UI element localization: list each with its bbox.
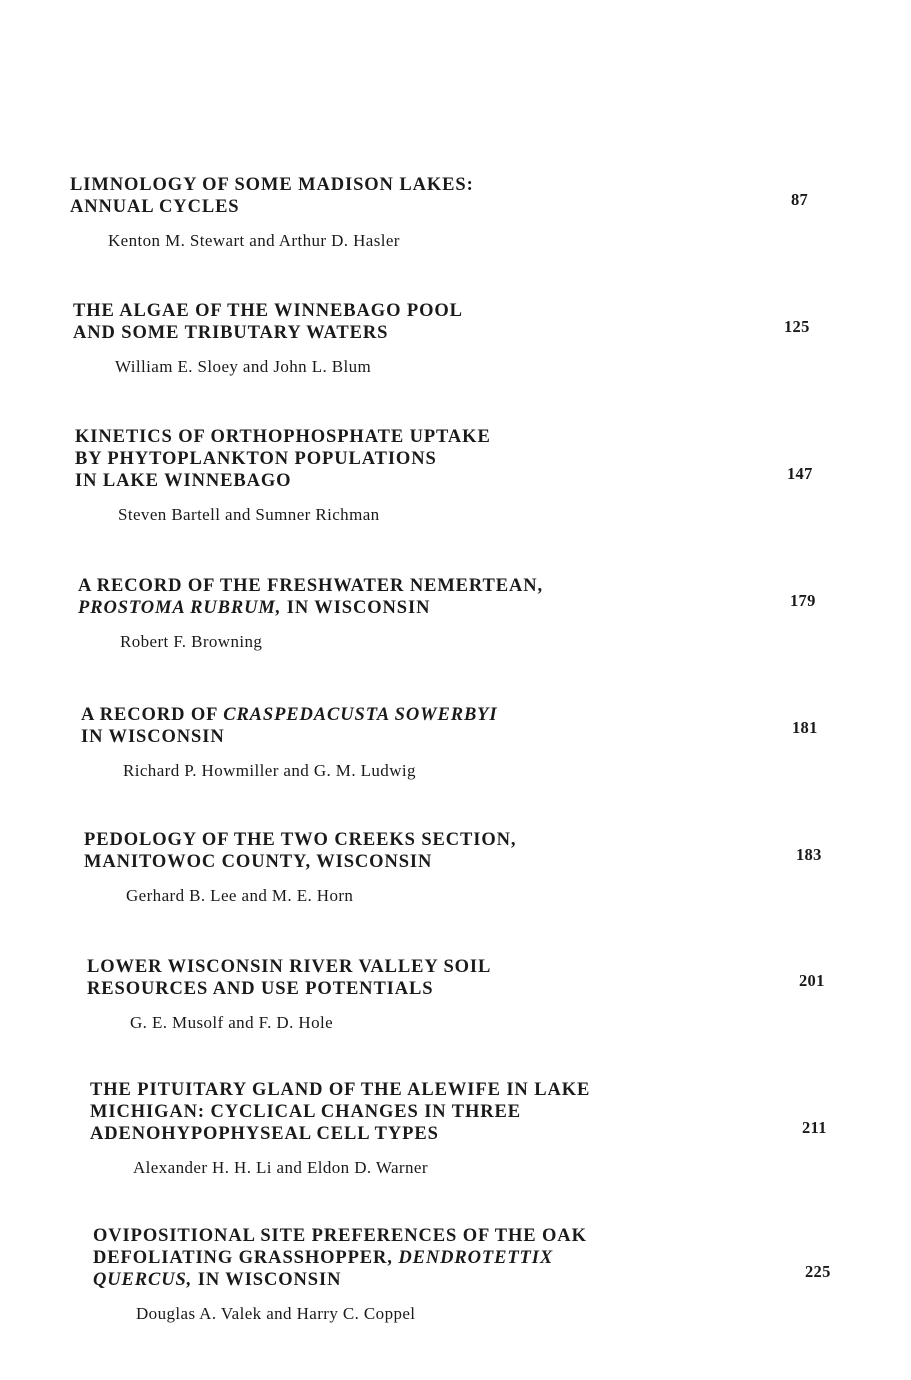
article-authors: Steven Bartell and Sumner Richman [118,505,380,524]
title-line [93,1269,853,1291]
page-number: 181 [792,718,818,737]
article-title [84,829,844,873]
article-authors: G. E. Musolf and F. D. Hole [130,1013,334,1032]
page-number: 87 [791,190,809,209]
italic-title-segment: QUERCUS, [93,1270,193,1290]
page-number: 183 [796,845,822,864]
title-line: LOWER WISCONSIN RIVER VALLEY SOIL [87,957,492,977]
title-line: PEDOLOGY OF THE TWO CREEKS SECTION, [84,830,517,850]
title-segment: IN WISCONSIN [192,1270,342,1290]
title-line: THE PITUITARY GLAND OF THE ALEWIFE IN LAKE [90,1080,591,1100]
title-line: THE ALGAE OF THE WINNEBAGO POOL [73,301,463,321]
article-authors: William E. Sloey and John L. Blum [115,357,372,376]
page-number: 225 [805,1262,831,1281]
toc-entry [70,174,830,251]
page-number: 147 [787,464,813,483]
toc-entry [84,829,844,906]
article-title [87,956,847,1000]
page-number: 211 [802,1118,827,1137]
title-line: ADENOHYPOPHYSEAL CELL TYPES [90,1124,439,1144]
toc-entry [87,956,847,1033]
page-number: 125 [784,317,810,336]
title-line [81,704,841,726]
title-segment: IN WISCONSIN [281,598,431,618]
title-line [81,726,841,748]
title-segment: OVIPOSITIONAL SITE PREFERENCES OF THE OAK [93,1226,587,1246]
title-line: IN LAKE WINNEBAGO [75,471,292,491]
article-authors: Gerhard B. Lee and M. E. Horn [126,886,354,905]
article-title [73,300,833,344]
title-line [93,1247,853,1269]
article-title [90,1079,850,1145]
toc-entry [81,704,841,781]
title-line: MANITOWOC COUNTY, WISCONSIN [84,852,433,872]
title-line: MICHIGAN: CYCLICAL CHANGES IN THREE [90,1102,522,1122]
title-line: AND SOME TRIBUTARY WATERS [73,323,389,343]
title-line [93,1225,853,1247]
toc-entry [90,1079,850,1178]
page-number: 179 [790,591,816,610]
italic-title-segment: CRASPEDACUSTA SOWERBYI [223,705,498,725]
title-line: KINETICS OF ORTHOPHOSPHATE UPTAKE [75,427,491,447]
toc-entry [73,300,833,377]
article-title [78,575,838,619]
article-title [70,174,830,218]
title-segment: A RECORD OF [81,705,224,725]
page-number: 201 [799,971,825,990]
title-line: RESOURCES AND USE POTENTIALS [87,979,434,999]
title-line: LIMNOLOGY OF SOME MADISON LAKES: [70,175,474,195]
italic-title-segment: PROSTOMA RUBRUM, [78,598,282,618]
title-segment: IN WISCONSIN [81,727,225,747]
toc-entry [93,1225,853,1324]
title-segment: A RECORD OF THE FRESHWATER NEMERTEAN, [78,576,544,596]
title-line [78,575,838,597]
italic-title-segment: DENDROTETTIX [398,1248,554,1268]
article-authors: Douglas A. Valek and Harry C. Coppel [136,1304,416,1323]
article-title [75,426,835,492]
title-line: ANNUAL CYCLES [70,197,240,217]
article-title [93,1225,853,1291]
article-authors: Richard P. Howmiller and G. M. Ludwig [123,761,416,780]
toc-entry [78,575,838,652]
title-line [78,597,838,619]
article-authors: Alexander H. H. Li and Eldon D. Warner [133,1158,428,1177]
article-authors: Robert F. Browning [120,632,263,651]
article-authors: Kenton M. Stewart and Arthur D. Hasler [108,231,400,250]
title-line: BY PHYTOPLANKTON POPULATIONS [75,449,437,469]
title-segment: DEFOLIATING GRASSHOPPER, [93,1248,399,1268]
toc-entry [75,426,835,525]
article-title [81,704,841,748]
